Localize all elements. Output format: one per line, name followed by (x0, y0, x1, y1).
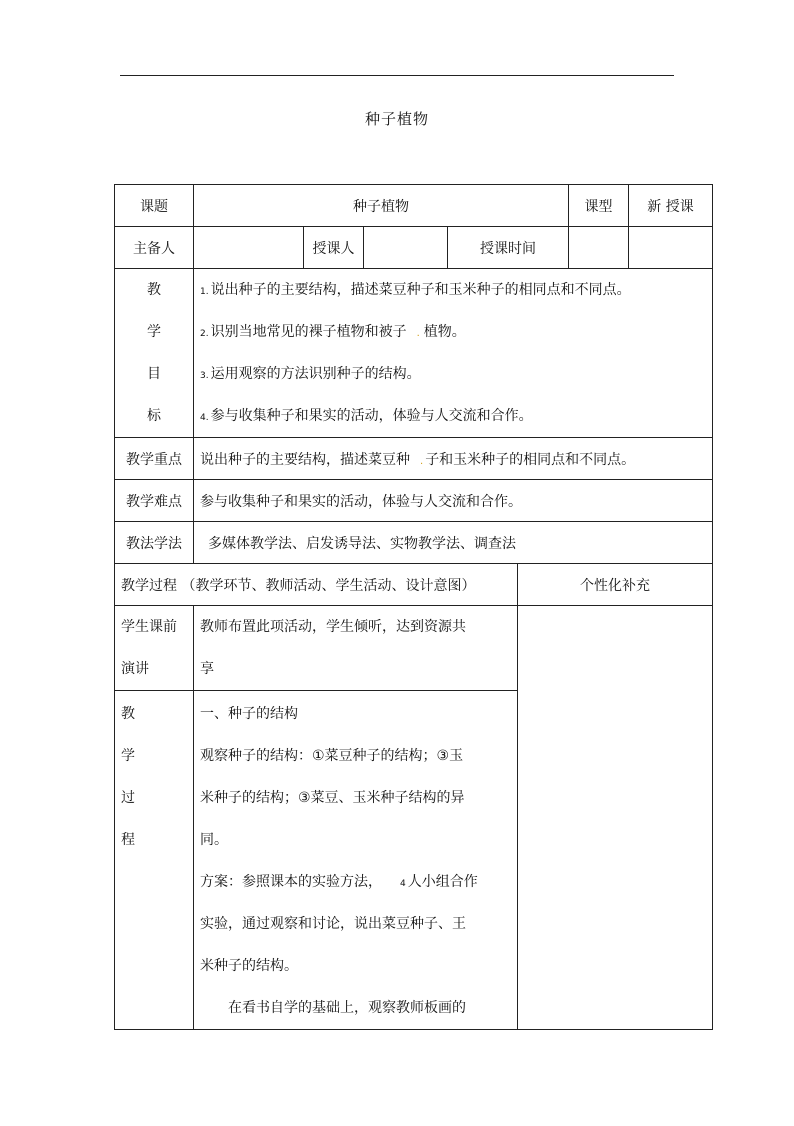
top-rule (120, 75, 674, 76)
objective-number: 4. (200, 413, 209, 423)
process-header-row (115, 564, 713, 606)
process-line: 米种子的结构。 (200, 958, 298, 974)
objectives-label (115, 269, 194, 438)
key-point-text (194, 438, 713, 480)
objective-number: 3. (200, 371, 209, 381)
key-point-row (115, 438, 713, 480)
time-value (569, 227, 629, 269)
process-label-char: 教 (121, 706, 135, 722)
objective-item (200, 353, 706, 395)
preparer-value (194, 227, 304, 269)
objective-item (200, 269, 706, 311)
objective-text: 运用观察的方法识别种子的结构。 (210, 366, 421, 382)
key-point-label: 教学重点 (115, 438, 194, 480)
preparer-row (115, 227, 713, 269)
personalized-supplement (518, 606, 713, 1030)
methods-text: 多媒体教学法、启发诱导法、实物教学法、调查法 (194, 522, 713, 564)
methods-label: 教法学法 (115, 522, 194, 564)
process-plan-b: 人小组合作 (407, 874, 478, 890)
key-point-text-a: 说出种子的主要结构，描述菜豆种 (200, 451, 410, 468)
objectives-row (115, 269, 713, 438)
objective-text: 参与收集种子和果实的活动，体验与人交流和合作。 (210, 408, 533, 424)
key-point-text-b: 子和玉米种子的相同点和不同点。 (425, 451, 636, 468)
process-line: 米种子的结构；③菜豆、玉米种子结构的异 (200, 790, 465, 806)
time-label: 授课时间 (448, 227, 569, 269)
process-label-char: 程 (121, 832, 135, 848)
pre-class-line: 教师布置此项活动，学生倾听，达到资源共 (200, 619, 466, 635)
pre-class-text (194, 606, 518, 691)
stray-mark: . (416, 328, 420, 339)
process-plan-line (200, 861, 511, 903)
process-label-char: 学 (121, 748, 135, 764)
document-title: 种子植物 (364, 110, 429, 128)
topic-value: 种子植物 (194, 185, 569, 227)
methods-row (115, 522, 713, 564)
objectives-label-char: 目 (147, 366, 161, 382)
pre-class-label (115, 606, 194, 691)
type-label: 课型 (569, 185, 629, 227)
difficulty-row (115, 480, 713, 522)
process-plan-a: 方案：参照课本的实验方法， (200, 874, 382, 890)
pre-class-row (115, 606, 713, 691)
objective-item (200, 395, 706, 437)
objectives-content (194, 269, 713, 438)
process-header-left: 教学过程 （教学环节、教师活动、学生活动、设计意图） (115, 564, 518, 606)
process-line: 在看书自学的基础上，观察教师板画的 (228, 1000, 466, 1016)
process-content (194, 691, 518, 1030)
preparer-label: 主备人 (115, 227, 194, 269)
objective-text: 识别当地常见的裸子植物和被子 (210, 324, 407, 340)
type-value: 新 授课 (629, 185, 713, 227)
difficulty-text: 参与收集种子和果实的活动，体验与人交流和合作。 (194, 480, 713, 522)
process-line: 同。 (200, 832, 228, 848)
objective-text: 说出种子的主要结构，描述菜豆种子和玉米种子的相同点和不同点。 (210, 282, 631, 298)
pre-class-line: 享 (200, 661, 214, 677)
lesson-plan-table (114, 184, 713, 1030)
process-line: 一、种子的结构 (200, 706, 298, 722)
process-line: 实验，通过观察和讨论，说出菜豆种子、王 (200, 916, 466, 932)
process-plan-number: 4 (400, 879, 406, 889)
process-label (115, 691, 194, 1030)
objectives-label-char: 教 (147, 282, 161, 298)
time-extra (629, 227, 713, 269)
process-line: 观察种子的结构：①菜豆种子的结构；③玉 (200, 748, 464, 764)
difficulty-label: 教学难点 (115, 480, 194, 522)
objective-item (200, 311, 706, 353)
topic-label: 课题 (115, 185, 194, 227)
pre-class-label-line: 演讲 (121, 661, 149, 677)
objectives-label-char: 标 (147, 408, 161, 424)
topic-row (115, 185, 713, 227)
process-header-right: 个性化补充 (518, 564, 713, 606)
stray-mark: . (420, 455, 424, 467)
pre-class-label-line: 学生课前 (121, 619, 177, 635)
objective-text: 植物。 (423, 324, 466, 340)
process-label-char: 过 (121, 790, 135, 806)
objective-number: 1. (200, 287, 209, 297)
teacher-label: 授课人 (304, 227, 364, 269)
objectives-label-char: 学 (147, 324, 161, 340)
teacher-value (364, 227, 448, 269)
objective-number: 2. (200, 329, 209, 339)
